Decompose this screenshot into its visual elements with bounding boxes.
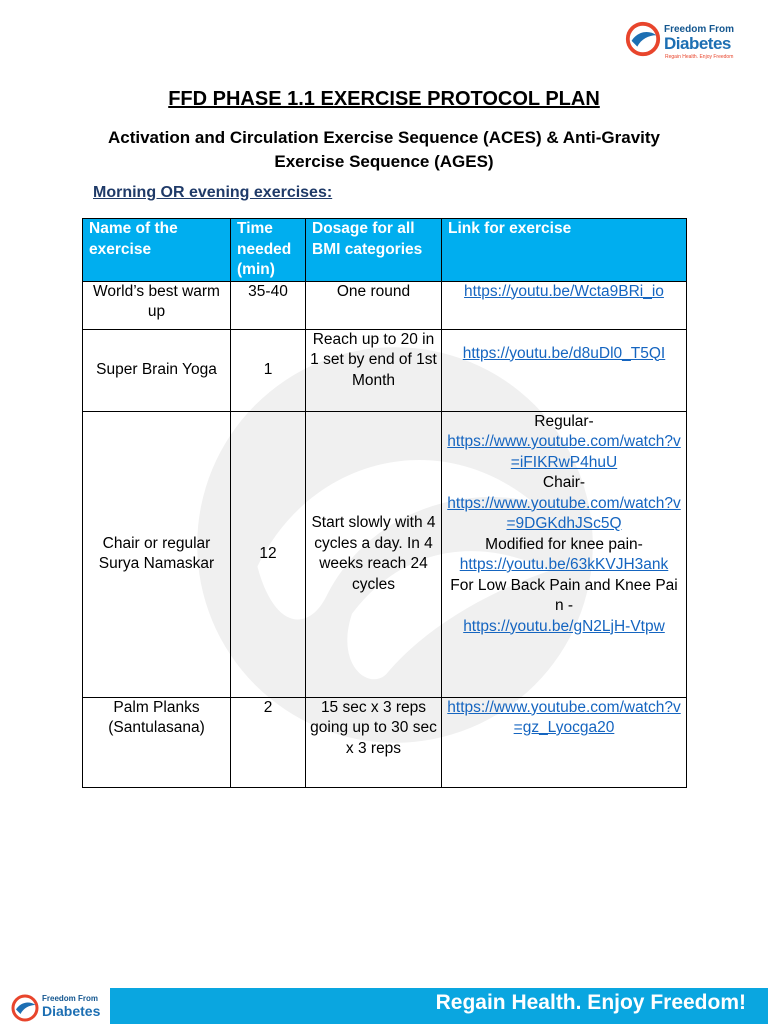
exercise-link-cell	[442, 697, 687, 787]
exercise-table	[82, 218, 687, 788]
footer-brand-line2: Diabetes	[42, 1003, 101, 1019]
exercise-link-chair[interactable]: https://www.youtube.com/watch?v=9DGKdhJSc5Q	[447, 494, 681, 532]
exercise-link-cell	[442, 329, 687, 411]
brand-tagline: Regain Health. Enjoy Freedom	[665, 54, 734, 60]
link-label-back: For Low Back Pain and Knee Pain -	[450, 576, 678, 614]
exercise-dosage: Start slowly with 4 cycles a day. In 4 weeks reach 24 cycles	[306, 411, 442, 697]
footer-bar	[110, 988, 768, 1024]
footer-brand-line1: Freedom From	[42, 994, 99, 1003]
link-label-regular: Regular-	[534, 412, 594, 430]
table-row	[83, 411, 687, 697]
header-dosage: Dosage for all BMI categories	[306, 219, 442, 282]
table-row	[83, 329, 687, 411]
exercise-name: World’s best warm up	[83, 281, 231, 329]
exercise-time: 12	[231, 411, 306, 697]
exercise-time: 35-40	[231, 281, 306, 329]
exercise-link-regular[interactable]: https://www.youtube.com/watch?v=iFIKRwP4huU	[447, 433, 681, 471]
exercise-name: Super Brain Yoga	[83, 329, 231, 411]
footer	[0, 988, 768, 1024]
exercise-dosage: One round	[306, 281, 442, 329]
footer-slogan: Regain Health. Enjoy Freedom!	[435, 991, 746, 1014]
footer-logo-icon	[10, 993, 40, 1023]
table-row	[83, 281, 687, 329]
exercise-link-knee[interactable]: https://youtu.be/63kKVJH3ank	[459, 556, 669, 573]
exercise-link-back[interactable]: https://youtu.be/gN2LjH-Vtpw	[463, 617, 665, 635]
page-title: FFD PHASE 1.1 EXERCISE PROTOCOL PLAN	[168, 88, 600, 110]
link-label-knee: Modified for knee pain-	[485, 535, 643, 553]
exercise-time: 1	[231, 329, 306, 411]
exercise-link[interactable]: https://youtu.be/Wcta9BRi_io	[464, 282, 664, 300]
exercise-dosage: Reach up to 20 in 1 set by end of 1st Month	[306, 329, 442, 411]
exercise-link-cell	[442, 411, 687, 697]
header-time: Time needed (min)	[231, 219, 306, 282]
exercise-name: Palm Planks (Santulasana)	[83, 697, 231, 787]
footer-logo	[8, 990, 118, 1022]
brand-logo	[624, 18, 740, 62]
exercise-dosage: 15 sec x 3 reps going up to 30 sec x 3 reps	[306, 697, 442, 787]
table-header-row	[83, 219, 687, 282]
brand-line1: Freedom From	[664, 24, 735, 35]
exercise-link-cell	[442, 281, 687, 329]
exercise-name: Chair or regular Surya Namaskar	[83, 411, 231, 697]
exercise-time: 2	[231, 697, 306, 787]
page-subtitle: Activation and Circulation Exercise Sequence (ACES) & Anti-Gravity Exercise Sequence (AGES)	[107, 128, 660, 171]
link-label-chair: Chair-	[542, 474, 586, 491]
section-heading: Morning OR evening exercises:	[93, 184, 333, 201]
header-link: Link for exercise	[442, 219, 687, 282]
brand-line2: Diabetes	[664, 34, 731, 53]
header-name: Name of the exercise	[83, 219, 231, 282]
table-row	[83, 697, 687, 787]
exercise-link[interactable]: https://www.youtube.com/watch?v=gz_Lyocga20	[447, 698, 681, 736]
brand-logo-icon	[624, 20, 662, 58]
exercise-link[interactable]: https://youtu.be/d8uDl0_T5QI	[462, 344, 666, 362]
